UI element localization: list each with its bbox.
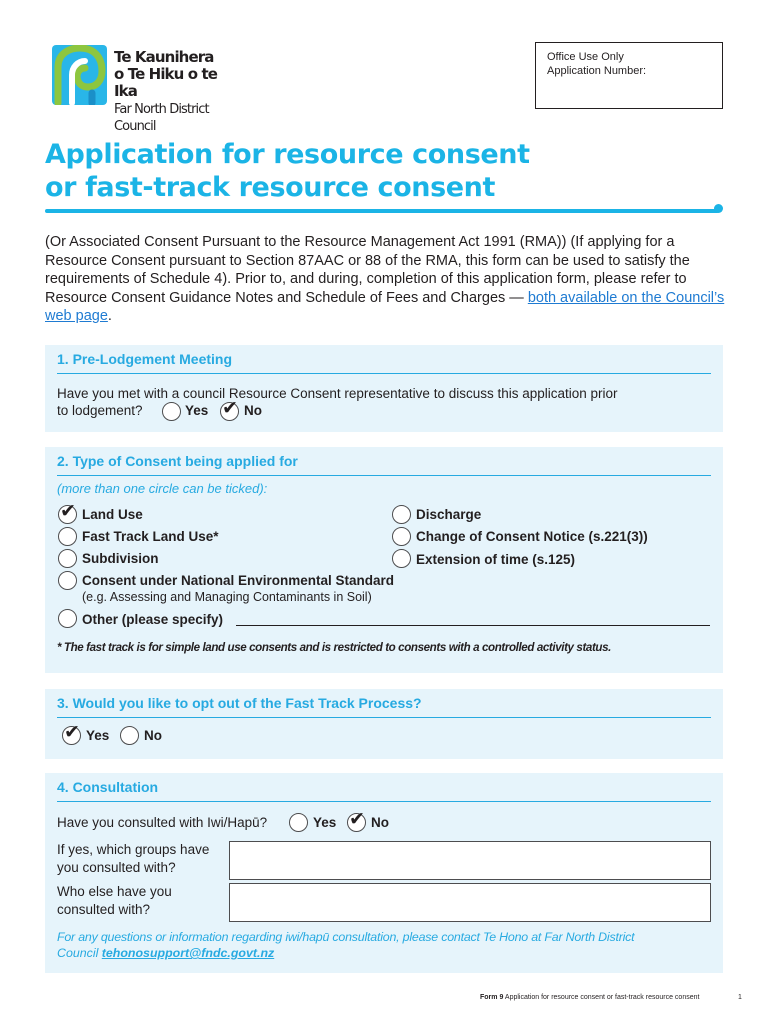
section3-no-radio[interactable] xyxy=(120,726,139,745)
subdivision-label: Subdivision xyxy=(82,551,159,566)
intro-text: (Or Associated Consent Pursuant to the Resource Management Act 1991 (RMA)) (If applying for a Resource Consent pursuant to Section 87AAC or 88 of the RMA, this form can be used to satisfy the requirements of Schedule 4). Prior to, and during, completion of this application form, please refer to Resource Consent Guidance Notes and Schedule of Fees and Charges — xyxy=(45,234,690,306)
change-notice-label: Change of Consent Notice (s.221(3)) xyxy=(416,529,648,544)
fast-track-label: Fast Track Land Use* xyxy=(82,529,219,544)
section3-no-label: No xyxy=(144,728,162,743)
section-consent-type xyxy=(45,447,723,673)
iwi-yes-radio[interactable] xyxy=(289,813,308,832)
other-specify-line[interactable] xyxy=(236,625,710,626)
intro-paragraph xyxy=(45,233,735,326)
section1-heading: 1. Pre-Lodgement Meeting xyxy=(57,351,233,367)
org-name-line2: o Te Hiku o te Ika xyxy=(114,65,218,100)
section2-heading: 2. Type of Consent being applied for xyxy=(57,453,298,469)
groups-label-line2: you consulted with? xyxy=(57,860,176,875)
page-footer xyxy=(480,994,750,1001)
check-icon: ✔ xyxy=(349,808,365,830)
land-use-checkbox[interactable] xyxy=(58,500,77,524)
extension-checkbox[interactable] xyxy=(392,549,411,568)
org-name-line1: Te Kaunihera xyxy=(114,48,214,66)
page-title xyxy=(45,138,725,204)
section3-yes-radio[interactable] xyxy=(62,721,81,745)
council-name xyxy=(114,49,242,135)
subdivision-checkbox[interactable] xyxy=(58,549,77,568)
council-koru-logo-icon xyxy=(52,45,107,105)
title-divider-dot xyxy=(714,204,723,213)
nes-checkbox[interactable] xyxy=(58,571,77,590)
office-use-box[interactable] xyxy=(535,42,723,109)
nes-label: Consent under National Environmental Standard xyxy=(82,573,395,588)
section3-heading: 3. Would you like to opt out of the Fast Track Process? xyxy=(57,695,422,711)
iwi-question: Have you consulted with Iwi/Hapū? xyxy=(57,815,268,830)
application-number-label: Application Number: xyxy=(547,65,647,77)
check-icon: ✔ xyxy=(222,397,238,419)
page-title-line1: Application for resource consent xyxy=(45,139,530,170)
others-label-line2: consulted with? xyxy=(57,902,151,917)
discharge-checkbox[interactable] xyxy=(392,505,411,524)
footer-form-label: Form 9 xyxy=(480,994,504,1001)
title-divider xyxy=(45,209,719,213)
other-label: Other (please specify) xyxy=(82,612,224,627)
section3-yes-label: Yes xyxy=(86,728,110,743)
land-use-label: Land Use xyxy=(82,507,143,522)
others-consulted-input[interactable] xyxy=(229,883,711,922)
check-icon: ✔ xyxy=(60,500,76,522)
section2-rule xyxy=(57,475,711,476)
section1-yes-radio[interactable] xyxy=(162,402,181,421)
section-consultation xyxy=(45,773,723,973)
section1-question-line1: Have you met with a council Resource Consent representative to discuss this application prior xyxy=(57,386,618,401)
change-notice-checkbox[interactable] xyxy=(392,527,411,546)
section-pre-lodgement xyxy=(45,345,723,432)
section1-question-line2: to lodgement? xyxy=(57,403,143,418)
fast-track-checkbox[interactable] xyxy=(58,527,77,546)
section-fast-track-opt-out xyxy=(45,689,723,759)
extension-label: Extension of time (s.125) xyxy=(416,552,576,567)
section4-rule xyxy=(57,801,711,802)
iwi-yes-label: Yes xyxy=(313,815,337,830)
discharge-label: Discharge xyxy=(416,507,482,522)
consultation-note-line1: For any questions or information regarding iwi/hapū consultation, please contact Te Hono at Far North District xyxy=(57,930,635,944)
iwi-no-label: No xyxy=(371,815,389,830)
intro-end: . xyxy=(107,308,112,324)
consultation-note-line2 xyxy=(57,944,274,962)
section3-rule xyxy=(57,717,711,718)
footer-form-title: Application for resource consent or fast-track resource consent xyxy=(504,994,700,1001)
te-hono-email-link[interactable]: tehonosupport@fndc.govt.nz xyxy=(101,946,275,960)
section4-heading: 4. Consultation xyxy=(57,779,159,795)
consultation-note-prefix: Council xyxy=(57,946,102,960)
footer-page-number: 1 xyxy=(738,994,742,1001)
org-name-line3: Far North District Council xyxy=(114,102,209,134)
council-web-page-link[interactable]: both available on the Council’s web page xyxy=(45,289,725,324)
nes-example: (e.g. Assessing and Managing Contaminants in Soil) xyxy=(82,590,372,604)
section1-yes-label: Yes xyxy=(185,403,209,418)
section1-no-label: No xyxy=(244,403,262,418)
office-use-label: Office Use Only xyxy=(547,51,624,63)
section2-subheading: (more than one circle can be ticked): xyxy=(57,481,268,496)
section1-rule xyxy=(57,373,711,374)
section1-no-radio[interactable] xyxy=(220,397,239,421)
page-title-line2: or fast-track resource consent xyxy=(45,172,496,203)
fast-track-footnote: * The fast track is for simple land use consents and is restricted to consents with a controlled activity status. xyxy=(57,641,611,654)
other-checkbox[interactable] xyxy=(58,609,77,628)
others-label-line1: Who else have you xyxy=(57,884,172,899)
check-icon: ✔ xyxy=(64,721,80,743)
council-logo xyxy=(52,45,242,134)
iwi-no-radio[interactable] xyxy=(347,808,366,832)
groups-label-line1: If yes, which groups have xyxy=(57,842,210,857)
groups-consulted-input[interactable] xyxy=(229,841,711,880)
